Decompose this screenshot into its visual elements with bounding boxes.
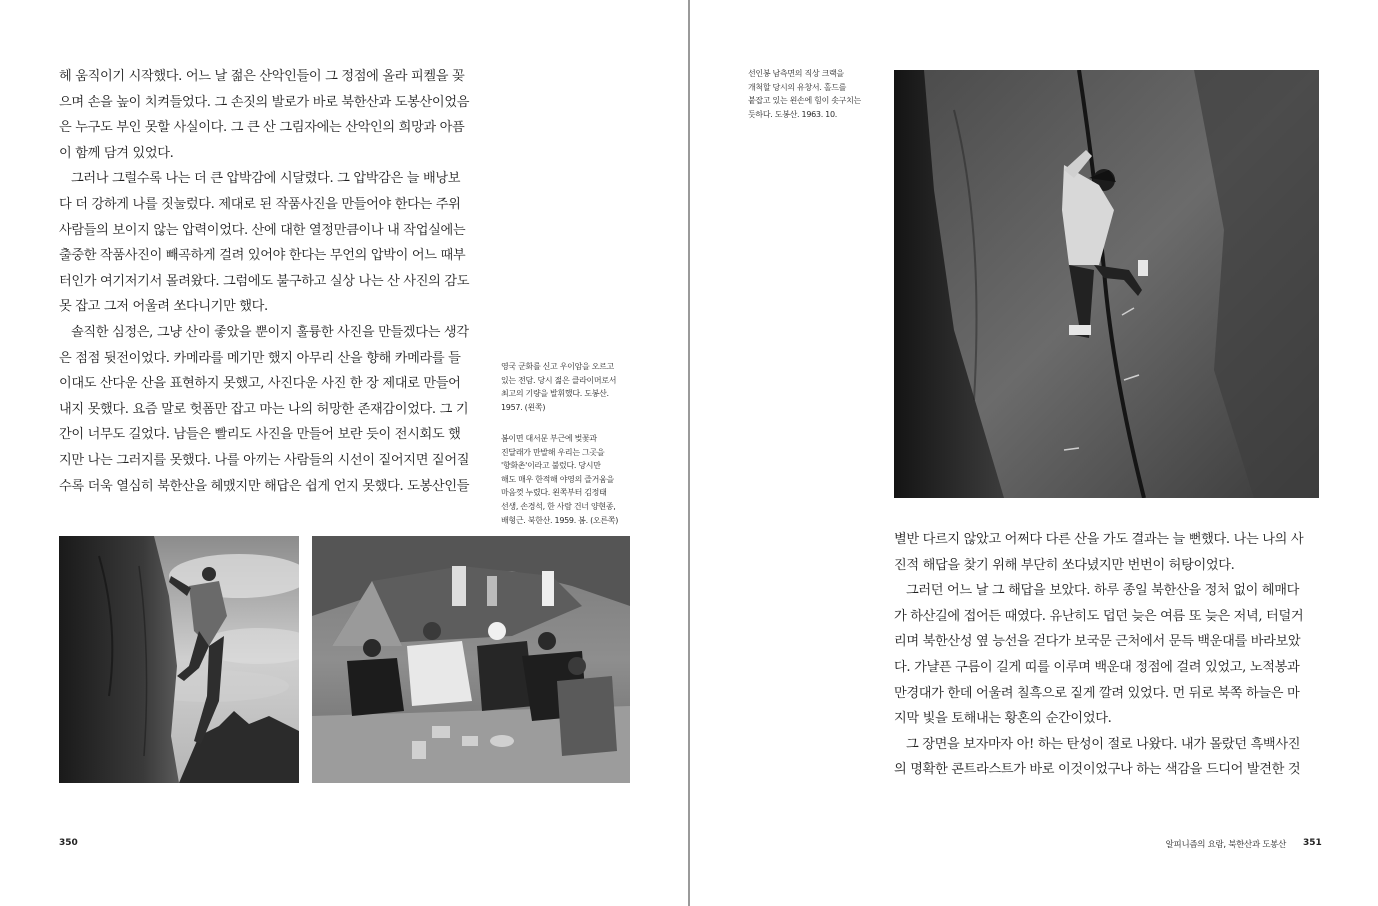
running-head: 알피니즘의 요람, 북한산과 도봉산 xyxy=(1165,840,1286,850)
body-line: 그러나 그럴수록 나는 더 큰 압박감에 시달렸다. 그 압박감은 늘 배낭보 xyxy=(71,171,461,187)
caption-line: 봄이면 대서문 부근에 벚꽃과 xyxy=(501,434,597,443)
body-line: 간이 너무도 길었다. 남들은 빨리도 사진을 만들어 보란 듯이 전시회도 했 xyxy=(59,427,461,443)
caption-line: 듯하다. 도봉산. 1963. 10. xyxy=(748,109,838,119)
caption-line: 해도 매우 한적해 야영의 즐거움을 xyxy=(501,474,614,484)
body-line: 수록 더욱 열심히 북한산을 헤맸지만 해답은 쉽게 언지 못했다. 도봉산인들 xyxy=(59,478,470,494)
caption-line: 선인봉 남측면의 직상 크랙을 xyxy=(748,69,844,78)
photo-caption-left xyxy=(501,360,616,414)
body-line: 이대도 산다운 산을 표현하지 못했고, 사진다운 사진 한 장 제대로 만들어 xyxy=(59,376,461,392)
crack-climber-photo xyxy=(894,70,1319,498)
body-line: 다 더 강하게 나를 짓눌렀다. 제대로 된 작품사진을 만들어야 한다는 주위 xyxy=(59,196,461,212)
body-line: 의 명확한 콘트라스트가 바로 이것이었구나 하는 색감을 드디어 발견한 것 xyxy=(894,762,1301,778)
body-line: 솔직한 심정은, 그냥 산이 좋았을 뿐이지 훌륭한 사진을 만들겠다는 생각 xyxy=(71,324,469,340)
body-line: 내지 못했다. 요즘 말로 헛폼만 잡고 마는 나의 허망한 존재감이었다. 그 기 xyxy=(59,401,469,417)
photo-caption xyxy=(748,67,861,121)
caption-line: 있는 전담. 당시 젊은 클라이머로서 xyxy=(501,375,617,385)
caption-line: 마음껏 누렸다. 왼쪽부터 김정태 xyxy=(501,488,607,498)
caption-line: 선생, 손경석, 한 사람 건너 양현종, xyxy=(501,501,616,511)
caption-line: 1957. (왼쪽) xyxy=(501,402,546,412)
body-line: 출중한 작품사진이 빼곡하게 걸려 있어야 한다는 무언의 압박이 어느 때부 xyxy=(59,248,466,264)
caption-line: 영국 군화를 신고 우이암을 오르고 xyxy=(501,362,614,371)
page-number: 351 xyxy=(1303,838,1322,848)
body-line: 사람들의 보이지 않는 압력이었다. 산에 대한 열정만큼이나 내 작업실에는 xyxy=(59,222,466,238)
body-line: 으며 손을 높이 치켜들었다. 그 손짓의 발로가 바로 북한산과 도봉산이었음 xyxy=(59,94,470,110)
body-line: 진적 해답을 찾기 위해 부단히 쏘다녔지만 번번이 허탕이었다. xyxy=(894,557,1235,573)
caption-line: 최고의 기량을 발휘했다. 도봉산. xyxy=(501,389,609,399)
right-body-text xyxy=(894,527,1322,783)
caption-line: 배형근. 북한산. 1959. 봄. (오른쪽) xyxy=(501,515,619,525)
caption-line: 진달래가 만발해 우리는 그곳을 xyxy=(501,447,605,457)
body-line: 지막 빛을 토해내는 황혼의 순간이었다. xyxy=(894,711,1112,727)
body-line: 헤 움직이기 시작했다. 어느 날 젊은 산악인들이 그 정점에 올라 피켈을 꽂 xyxy=(59,69,465,84)
body-line: 은 점점 뒷전이었다. 카메라를 메기만 했지 아무리 산을 향해 카메라를 들 xyxy=(59,350,461,366)
body-line: 가 하산길에 접어든 때였다. 유난히도 덥던 늦은 여름 또 늦은 저녁, 터덜거 xyxy=(894,608,1304,624)
campsite-group-photo xyxy=(312,536,630,783)
body-line: 다. 가냘픈 구름이 길게 띠를 이루며 백운대 정점에 걸려 있었고, 노적봉과 xyxy=(894,659,1300,675)
body-line: 리며 북한산성 옆 능선을 걷다가 보국문 근처에서 문득 백운대를 바라보았 xyxy=(894,634,1301,650)
body-line: 지만 나는 그러지를 못했다. 나를 아끼는 사람들의 시선이 짙어지면 짙어질 xyxy=(59,452,470,468)
caption-line: 개척할 당시의 유창서. 홀드를 xyxy=(748,82,847,92)
body-line: 그러던 어느 날 그 해답을 보았다. 하루 종일 북한산을 정처 없이 헤매다 xyxy=(906,583,1299,599)
body-line: 은 누구도 부인 못할 사실이다. 그 큰 산 그림자에는 산악인의 희망과 아픔 xyxy=(59,120,465,136)
body-line: 터인가 여기저기서 몰려왔다. 그럼에도 불구하고 실상 나는 산 사진의 감도 xyxy=(59,273,470,289)
caption-line: '향화촌'이라고 불렀다. 당시만 xyxy=(501,461,601,471)
body-line: 만경대가 한데 어울려 칠흑으로 짙게 깔려 있었다. 먼 뒤로 북쪽 하늘은 마 xyxy=(894,685,1300,701)
caption-line: 붙잡고 있는 왼손에 힘이 솟구치는 xyxy=(748,96,861,106)
left-body-text xyxy=(59,64,495,499)
body-line: 별반 다르지 않았고 어쩌다 다른 산을 가도 결과는 늘 뻔했다. 나는 나의 사 xyxy=(894,532,1304,547)
body-line: 그 장면을 보자마자 아! 하는 탄성이 절로 나왔다. 내가 몰랐던 흑백사진 xyxy=(906,736,1301,752)
body-line: 못 잡고 그저 어울려 쏘다니기만 했다. xyxy=(59,299,268,315)
right-page xyxy=(690,0,1378,906)
body-line: 이 함께 담겨 있었다. xyxy=(59,145,174,161)
page-number: 350 xyxy=(59,838,78,848)
left-page xyxy=(0,0,688,906)
climber-on-rock-photo xyxy=(59,536,299,783)
photo-caption-right xyxy=(501,432,618,527)
